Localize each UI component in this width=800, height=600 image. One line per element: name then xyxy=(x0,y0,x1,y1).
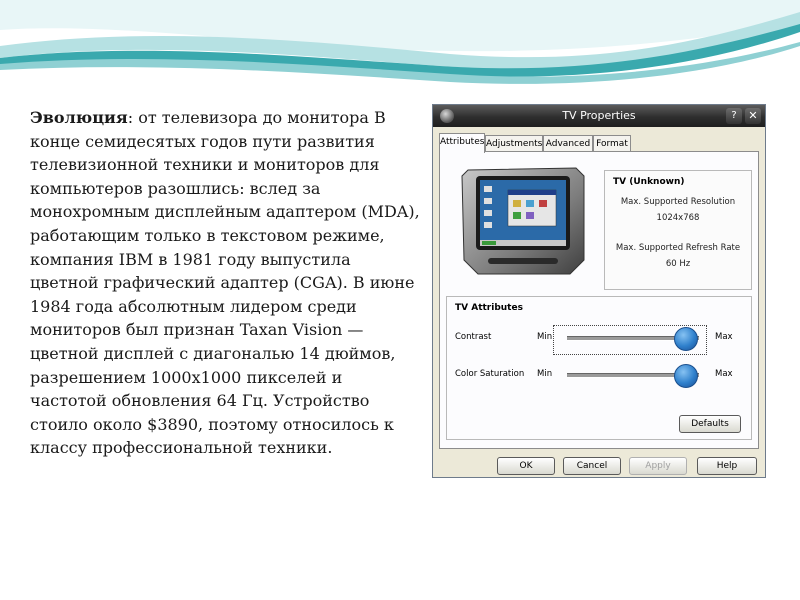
color-saturation-label: Color Saturation xyxy=(455,369,525,379)
contrast-slider-thumb[interactable] xyxy=(674,327,698,351)
tab-advanced[interactable]: Advanced xyxy=(543,135,593,151)
saturation-max-label: Max xyxy=(715,369,733,379)
defaults-button[interactable]: Defaults xyxy=(679,415,741,433)
close-icon[interactable]: ✕ xyxy=(745,108,761,124)
slide-paragraph: : от телевизора до монитора В конце семидесятых годов пути развития телевизионной техники и мониторов для компьютеров разошлись: вслед за монохромным дисплейным адаптером (MDA), работающим только в текстовом режиме, компания IBM в 1981 году выпустила цветной графический адаптер (CGA). В июне 1984 года абсолютным лидером среди мониторов был признан Taxan Vision — цветной дисплей с диагональю 14 дюймов, разрешением 1000х1000 пикселей и частотой обновления 64 Гц. Устройство стоило около $3890, поэтому относилось к классу профессиональной техники. xyxy=(30,108,420,458)
tv-info-title: TV (Unknown) xyxy=(613,177,685,187)
decorative-wave-header xyxy=(0,0,800,90)
max-resolution-value: 1024x768 xyxy=(656,213,700,223)
saturation-min-label: Min xyxy=(537,369,553,379)
tv-monitor-image xyxy=(458,162,590,278)
tv-info-box xyxy=(604,170,752,290)
contrast-label: Contrast xyxy=(455,332,492,342)
tv-properties-window xyxy=(432,104,766,478)
ok-button[interactable]: OK xyxy=(497,457,555,475)
apply-button[interactable]: Apply xyxy=(629,457,687,475)
tab-attributes[interactable]: Attributes xyxy=(439,133,485,153)
help-button[interactable]: Help xyxy=(697,457,757,475)
attributes-panel xyxy=(439,151,759,449)
contrast-min-label: Min xyxy=(537,332,553,342)
contrast-max-label: Max xyxy=(715,332,733,342)
tv-attributes-title: TV Attributes xyxy=(455,303,523,313)
help-titlebar-button[interactable]: ? xyxy=(726,108,742,124)
tab-adjustments[interactable]: Adjustments xyxy=(485,135,543,151)
tab-format[interactable]: Format xyxy=(593,135,631,151)
max-refresh-value: 60 Hz xyxy=(665,259,691,269)
window-titlebar[interactable] xyxy=(433,105,765,127)
saturation-slider-thumb[interactable] xyxy=(674,364,698,388)
max-refresh-label: Max. Supported Refresh Rate xyxy=(615,243,741,253)
slide-heading: Эволюция xyxy=(30,108,128,127)
window-title: TV Properties xyxy=(562,109,636,122)
slide-body-text xyxy=(30,106,420,460)
cancel-button[interactable]: Cancel xyxy=(563,457,621,475)
max-resolution-label: Max. Supported Resolution xyxy=(620,197,736,207)
tv-attributes-group xyxy=(446,296,752,440)
